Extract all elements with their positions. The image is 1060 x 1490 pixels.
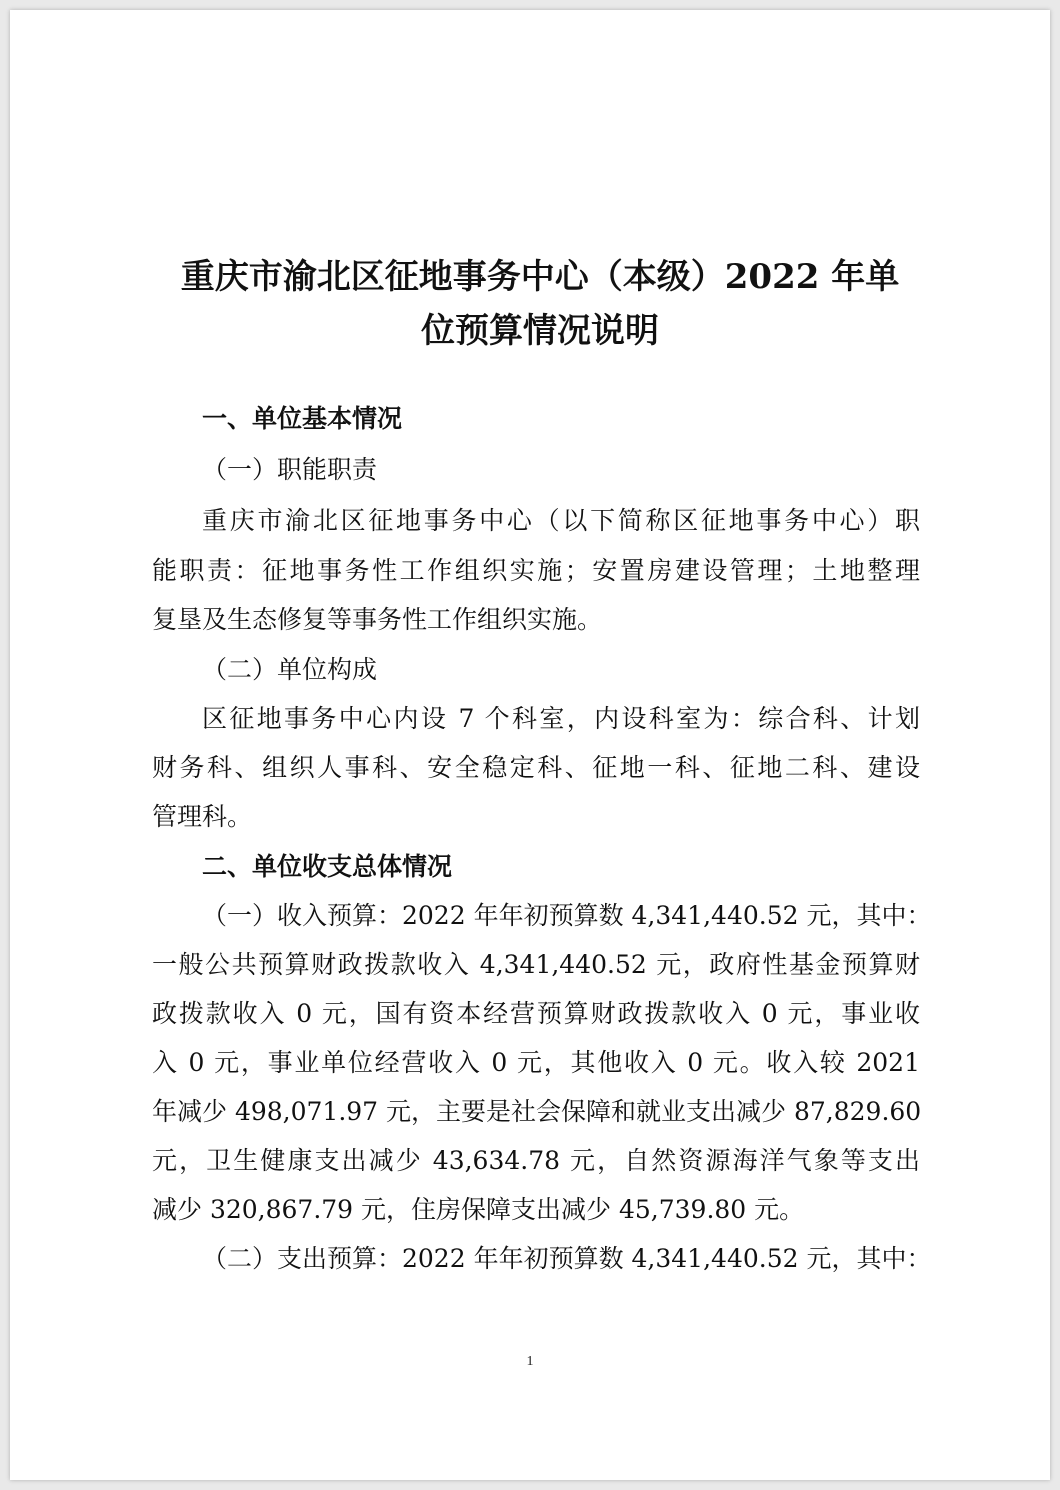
paragraph-income-line: 一般公共预算财政拨款收入 4,341,440.52 元，政府性基金预算财 xyxy=(152,950,920,979)
paragraph-income-line: 年减少 498,071.97 元，主要是社会保障和就业支出减少 87,829.60 xyxy=(152,1097,922,1126)
paragraph-expenditure-line: （二）支出预算：2022 年年初预算数 4,341,440.52 元，其中： xyxy=(202,1244,932,1273)
paragraph-income-line: 减少 320,867.79 元，住房保障支出减少 45,739.80 元。 xyxy=(152,1195,805,1224)
paragraph-functions-line: 能职责：征地事务性工作组织实施；安置房建设管理；土地整理 xyxy=(152,556,920,585)
page-number: 1 xyxy=(526,1354,534,1369)
subheading-functions: （一）职能职责 xyxy=(202,455,378,484)
paragraph-income-line: 元，卫生健康支出减少 43,634.78 元，自然资源海洋气象等支出 xyxy=(152,1146,920,1175)
paragraph-income-line: 入 0 元，事业单位经营收入 0 元，其他收入 0 元。收入较 2021 xyxy=(152,1048,920,1077)
paragraph-income-line: 政拨款收入 0 元，国有资本经营预算财政拨款收入 0 元，事业收 xyxy=(152,999,920,1028)
paragraph-income-line: （一）收入预算：2022 年年初预算数 4,341,440.52 元，其中： xyxy=(202,901,932,930)
document-title-line-2: 位预算情况说明 xyxy=(421,311,659,351)
paragraph-composition-line: 区征地事务中心内设 7 个科室，内设科室为：综合科、计划 xyxy=(202,704,920,733)
paragraph-functions-line: 重庆市渝北区征地事务中心（以下简称区征地事务中心）职 xyxy=(202,506,920,535)
paragraph-composition-line: 管理科。 xyxy=(152,802,253,831)
subheading-composition: （二）单位构成 xyxy=(202,655,378,684)
document-page xyxy=(10,10,1050,1480)
paragraph-composition-line: 财务科、组织人事科、安全稳定科、征地一科、征地二科、建设 xyxy=(152,753,920,782)
document-title-line-1: 重庆市渝北区征地事务中心（本级）2022 年单 xyxy=(180,257,900,297)
section-heading-budget-overview: 二、单位收支总体情况 xyxy=(202,852,453,881)
paragraph-functions-line: 复垦及生态修复等事务性工作组织实施。 xyxy=(152,605,603,634)
section-heading-basic-info: 一、单位基本情况 xyxy=(202,404,403,433)
